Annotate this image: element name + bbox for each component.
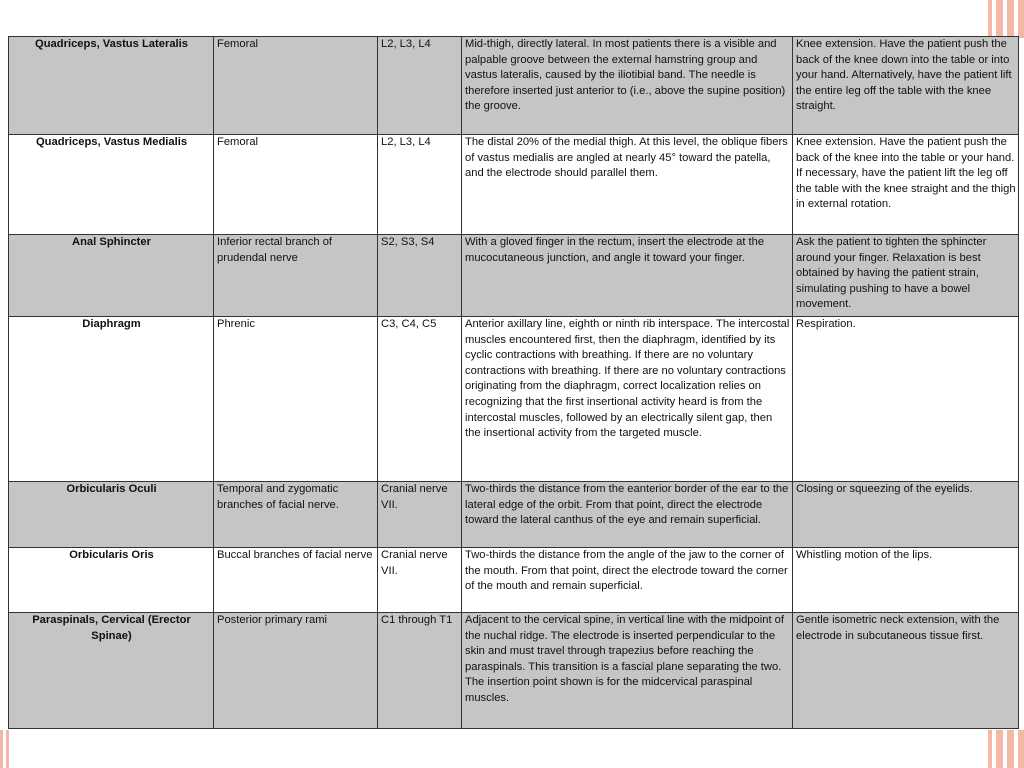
nerve-cell: Posterior primary rami	[214, 613, 378, 729]
nerve-cell: Phrenic	[214, 317, 378, 482]
root-cell: L2, L3, L4	[378, 37, 462, 135]
activation-cell: Whistling motion of the lips.	[793, 548, 1019, 613]
activation-cell: Gentle isometric neck extension, with the electrode in subcutaneous tissue first.	[793, 613, 1019, 729]
insertion-cell: The distal 20% of the medial thigh. At this level, the oblique fibers of vastus medialis are angled at nearly 45° toward the patella, and the electrode should parallel them.	[462, 135, 793, 235]
insertion-cell: Two-thirds the distance from the angle of the jaw to the corner of the mouth. From that point, direct the electrode toward the corner of the mouth and remain superficial.	[462, 548, 793, 613]
root-cell: C1 through T1	[378, 613, 462, 729]
insertion-cell: Two-thirds the distance from the eanterior border of the ear to the lateral edge of the orbit. From that point, direct the electrode toward the lateral canthus of the eye and remain superficial.	[462, 482, 793, 548]
muscle-name-cell: Anal Sphincter	[9, 235, 214, 317]
activation-cell: Respiration.	[793, 317, 1019, 482]
insertion-cell: Anterior axillary line, eighth or ninth rib interspace. The intercostal muscles encountered first, then the diaphragm, identified by its cyclic contractions with breathing. If there are no voluntary contractions with breathing. If there are no voluntary contractions originating from the diaphragm, correct localization relies on recognizing that the first insertional activity heard is from the intercostal muscles, followed by an electrically silent gap, then the insertional activity from the targeted muscle.	[462, 317, 793, 482]
insertion-cell: Mid-thigh, directly lateral. In most patients there is a visible and palpable groove between the external hamstring group and vastus lateralis, caused by the iliotibial band. The needle is therefore inserted just anterior to (i.e., above the supine position) the groove.	[462, 37, 793, 135]
muscle-name-cell: Paraspinals, Cervical (Erector Spinae)	[9, 613, 214, 729]
muscle-name-cell: Orbicularis Oculi	[9, 482, 214, 548]
insertion-cell: With a gloved finger in the rectum, insert the electrode at the mucocutaneous junction, and angle it toward your finger.	[462, 235, 793, 317]
table-row	[9, 135, 1019, 235]
table-row	[9, 613, 1019, 729]
muscle-name-cell: Diaphragm	[9, 317, 214, 482]
table-row	[9, 317, 1019, 482]
table-row	[9, 235, 1019, 317]
muscle-name-cell: Quadriceps, Vastus Medialis	[9, 135, 214, 235]
table-row	[9, 37, 1019, 135]
muscle-name-cell: Quadriceps, Vastus Lateralis	[9, 37, 214, 135]
corner-decoration-bottom	[986, 730, 1024, 768]
root-cell: L2, L3, L4	[378, 135, 462, 235]
muscle-name-cell: Orbicularis Oris	[9, 548, 214, 613]
root-cell: Cranial nerve VII.	[378, 548, 462, 613]
insertion-cell: Adjacent to the cervical spine, in vertical line with the midpoint of the nuchal ridge. The electrode is inserted perpendicular to the skin and must travel through trapezius before reaching the paraspinals. This transition is a fascial plane separating the two. The insertion point shown is for the midcervical paraspinal muscles.	[462, 613, 793, 729]
nerve-cell: Femoral	[214, 37, 378, 135]
activation-cell: Knee extension. Have the patient push the back of the knee down into the table or into your hand. Alternatively, have the patient lift the entire leg off the table with the knee straight.	[793, 37, 1019, 135]
nerve-cell: Temporal and zygomatic branches of facial nerve.	[214, 482, 378, 548]
corner-decoration-top	[986, 0, 1024, 38]
root-cell: C3, C4, C5	[378, 317, 462, 482]
emg-muscle-table	[8, 36, 1019, 729]
activation-cell: Ask the patient to tighten the sphincter around your finger. Relaxation is best obtained by having the patient strain, simulating pushing to have a bowel movement.	[793, 235, 1019, 317]
corner-decoration-left	[0, 730, 10, 768]
activation-cell: Closing or squeezing of the eyelids.	[793, 482, 1019, 548]
activation-cell: Knee extension. Have the patient push the back of the knee into the table or your hand. If necessary, have the patient lift the leg off the table with the knee straight and the thigh in external rotation.	[793, 135, 1019, 235]
table-row	[9, 548, 1019, 613]
root-cell: Cranial nerve VII.	[378, 482, 462, 548]
nerve-cell: Buccal branches of facial nerve	[214, 548, 378, 613]
table-row	[9, 482, 1019, 548]
root-cell: S2, S3, S4	[378, 235, 462, 317]
nerve-cell: Inferior rectal branch of prudendal nerve	[214, 235, 378, 317]
nerve-cell: Femoral	[214, 135, 378, 235]
